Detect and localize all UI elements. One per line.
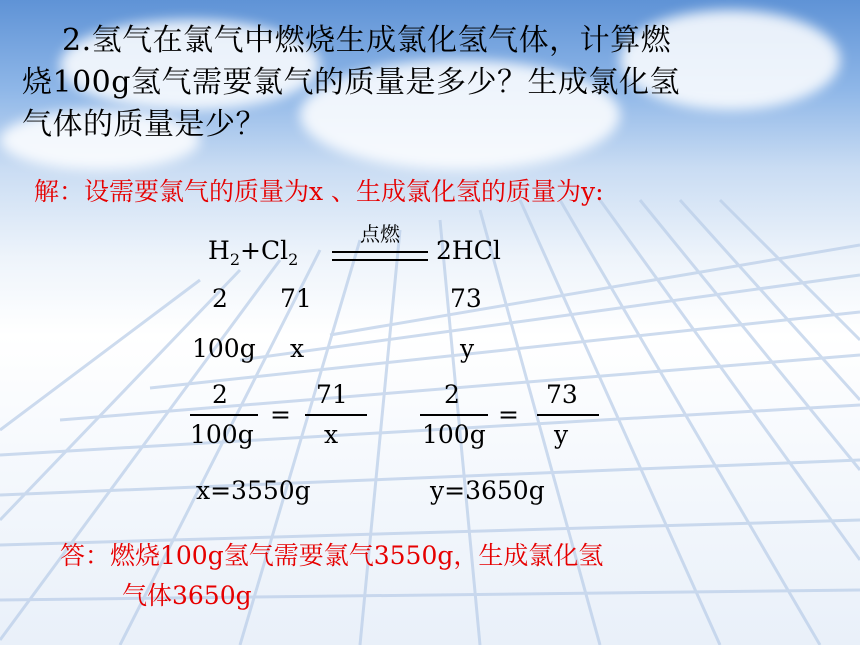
fraction1-bar-right — [305, 414, 367, 416]
fraction2-bar-right — [537, 414, 599, 416]
fraction2-equals: = — [498, 400, 519, 429]
answer-line-2: 气体3650g — [122, 581, 252, 610]
fraction1-bar-left — [190, 414, 258, 416]
result-y: y=3650g — [430, 476, 545, 505]
fraction2-den-left: 100g — [422, 420, 486, 449]
mass-hcl: y — [460, 334, 475, 363]
hydrogen-subscript: 2 — [229, 250, 240, 269]
question-line-1: 2.氢气在氯气中燃烧生成氯化氢气体，计算燃 — [62, 23, 672, 58]
fraction1-den-right: x — [324, 420, 339, 449]
fraction1-num-left: 2 — [212, 380, 228, 409]
ratio-hcl: 73 — [450, 284, 482, 313]
question-line-2: 烧100g氢气需要氯气的质量是多少？生成氯化氢 — [22, 65, 680, 100]
fraction2-den-right: y — [554, 420, 569, 449]
chemical-equation-product: 2HCl — [436, 236, 501, 265]
ratio-h2: 2 — [212, 284, 228, 313]
reaction-arrow-line-bottom — [332, 259, 428, 261]
chlorine-subscript: 2 — [288, 250, 299, 269]
fraction2-bar-left — [420, 414, 488, 416]
result-x: x=3550g — [196, 476, 311, 505]
ratio-cl2: 71 — [280, 284, 312, 313]
fraction2-num-left: 2 — [444, 380, 460, 409]
hydrogen-symbol: H — [208, 236, 230, 265]
solution-intro: 解：设需要氯气的质量为x 、生成氯化氢的质量为y: — [34, 177, 604, 206]
reaction-arrow-line-top — [332, 251, 428, 253]
mass-cl2: x — [290, 334, 305, 363]
fraction2-num-right: 73 — [546, 380, 578, 409]
chemical-equation-reactants — [208, 236, 298, 269]
fraction1-den-left: 100g — [190, 420, 254, 449]
answer-line-1: 答：燃烧100g氢气需要氯气3550g，生成氯化氢 — [60, 541, 604, 570]
reaction-condition: 点燃 — [360, 222, 400, 246]
mass-h2: 100g — [192, 334, 256, 363]
fraction1-num-right: 71 — [316, 380, 348, 409]
question-line-3: 气体的质量是少？ — [22, 107, 266, 142]
chlorine-symbol: +Cl — [240, 236, 289, 265]
fraction1-equals: = — [270, 400, 291, 429]
